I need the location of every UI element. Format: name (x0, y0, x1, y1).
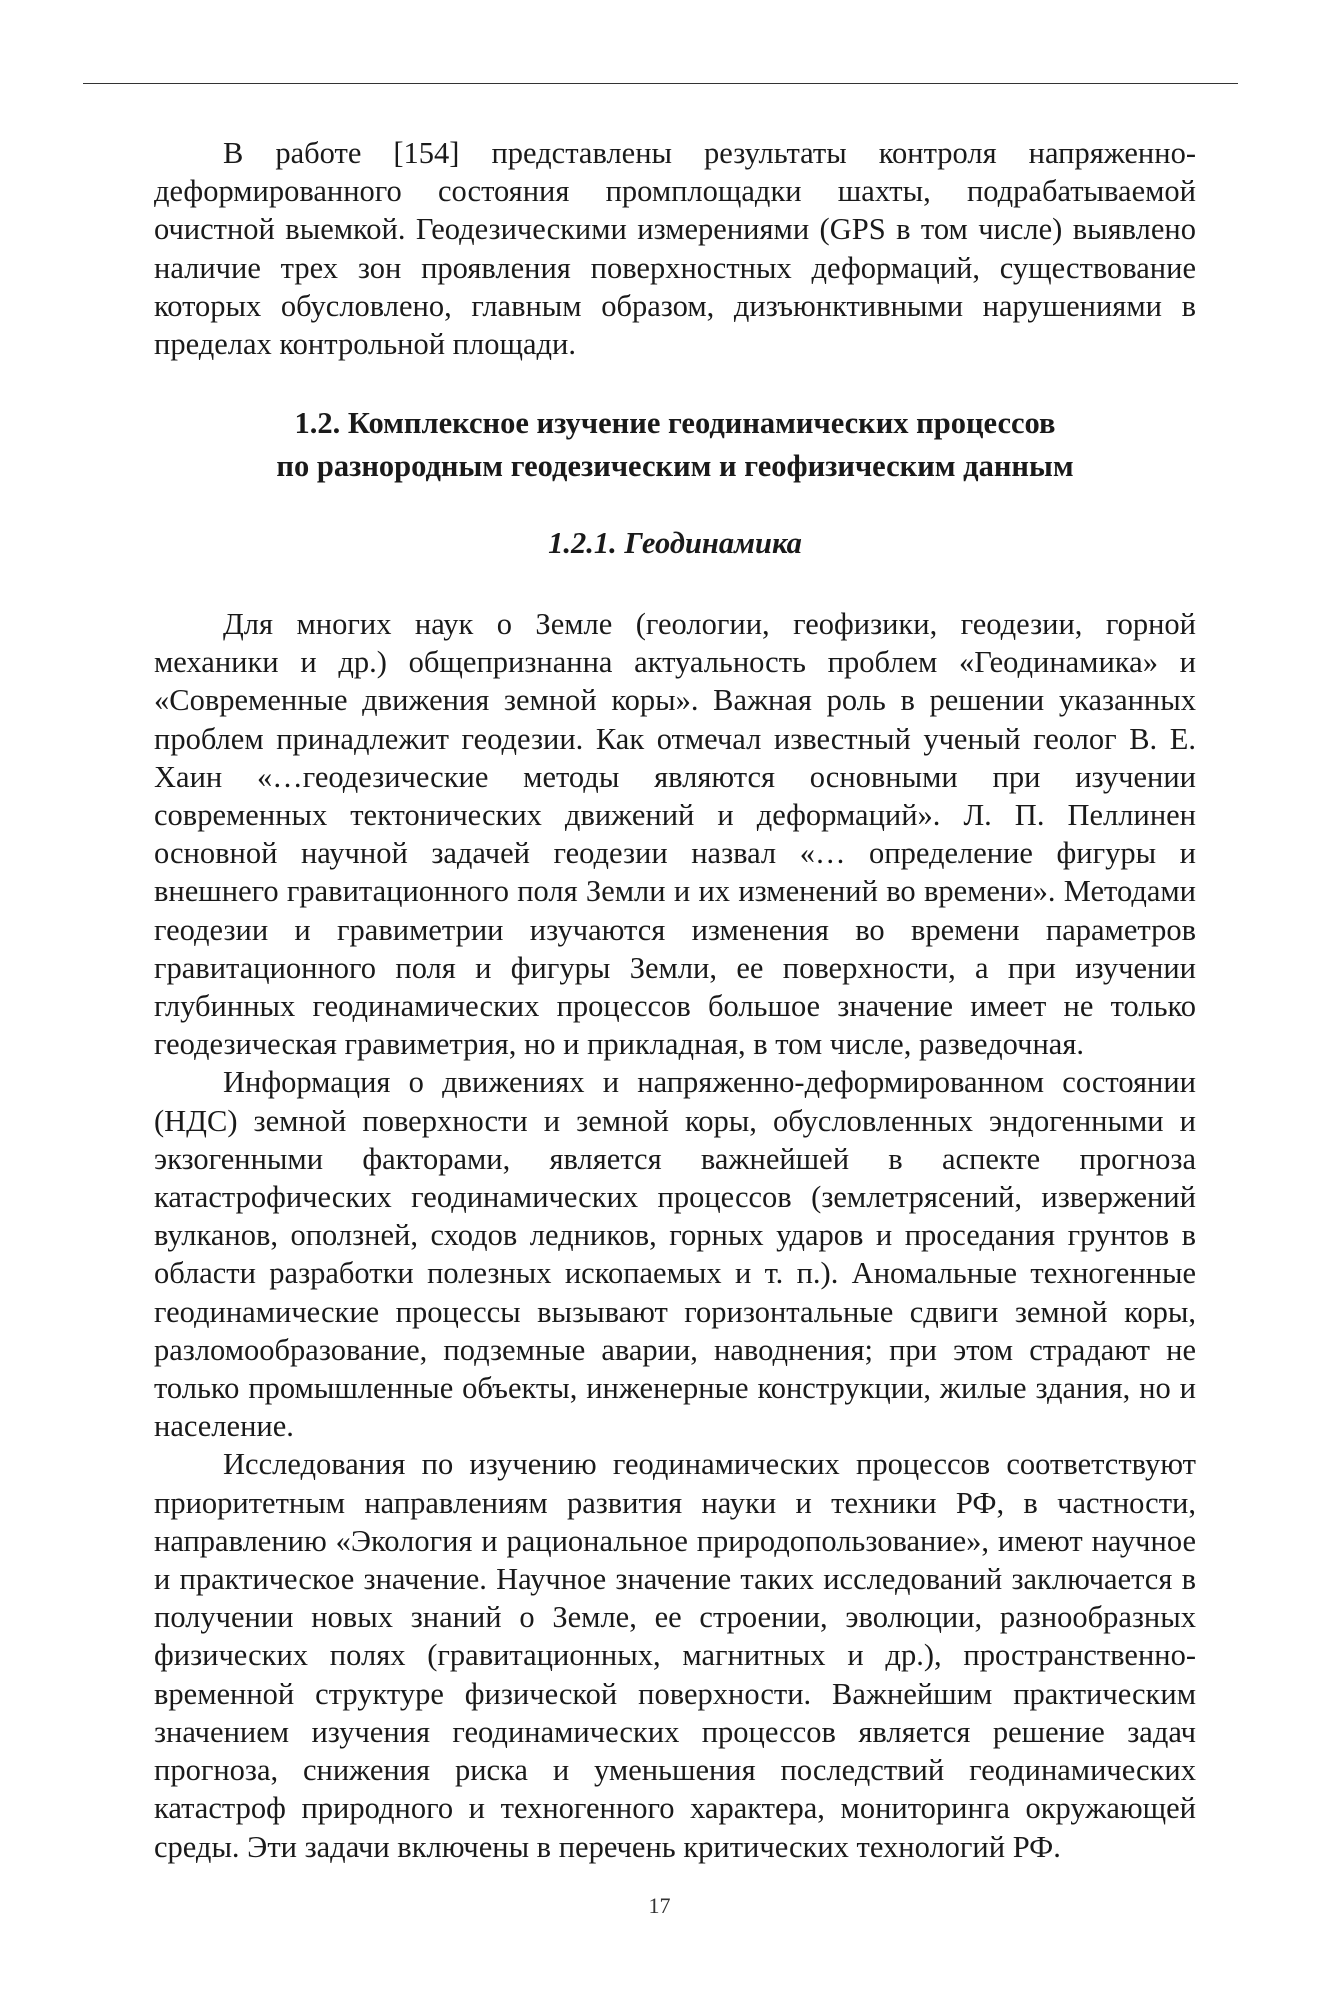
body-paragraph: Исследования по изучению геодинамических процессов соответствуют приоритетным направлениям развития науки и техники РФ, в частности, направлению «Экология и рациональное природопользование», имеют научное и практическое значение. Научное значение таких исследований заключается в получении новых знаний о Земле, ее строении, эволюции, разнообразных физических полях (гравитационных, магнитных и др.), пространственно-временной структуре физической поверхности. Важнейшим практическим значением изучения геодинамических процессов является решение задач прогноза, снижения риска и уменьшения последствий геодинамических катастроф природного и техногенного характера, мониторинга окружающей среды. Эти задачи включены в перечень критических технологий РФ. (154, 1447, 1196, 1864)
body-paragraph: Информация о движениях и напряженно-деформированном состоянии (НДС) земной поверхности и земной коры, обусловленных эндогенными и экзогенными факторами, является важнейшей в аспекте прогноза катастрофических геодинамических процессов (землетрясений, извержений вулканов, оползней, сходов ледников, горных ударов и проседания грунтов в области разработки полезных ископаемых и т. п.). Аномальные техногенные геодинамические процессы вызывают горизонтальные сдвиги земной коры, разломообразование, подземные аварии, наводнения; при этом страдают не только промышленные объекты, инженерные конструкции, жилые здания, но и население. (154, 1065, 1196, 1444)
section-heading-line-1: 1.2. Комплексное изучение геодинамических процессов (294, 406, 1056, 440)
intro-section (154, 134, 1196, 363)
body-text (154, 605, 1196, 1866)
page-number: 17 (648, 1893, 671, 1918)
section-heading (154, 402, 1196, 488)
intro-paragraph: В работе [154] представлены результаты контроля напряженно-деформированного состояния промплощадки шахты, подрабатываемой очистной выемкой. Геодезическими измерениями (GPS в том числе) выявлено наличие трех зон проявления поверхностных деформаций, существование которых обусловлено, главным образом, дизъюнктивными нарушениями в пределах контрольной площади. (154, 136, 1196, 362)
header-rule (83, 83, 1238, 84)
subsection-heading: 1.2.1. Геодинамика (548, 526, 802, 560)
body-paragraph: Для многих наук о Земле (геологии, геофизики, геодезии, горной механики и др.) общепризнанна актуальность проблем «Геодинамика» и «Современные движения земной коры». Важная роль в решении указанных проблем принадлежит геодезии. Как отмечал известный ученый геолог В. Е. Хаин «…геодезические методы являются основными при изучении современных тектонических движений и деформаций». Л. П. Пеллинен основной научной задачей геодезии назвал «… определение фигуры и внешнего гравитационного поля Земли и их изменений во времени». Методами геодезии и гравиметрии изучаются изменения во времени параметров гравитационного поля и фигуры Земли, ее поверхности, а при изучении глубинных геодинамических процессов большое значение имеет не только геодезическая гравиметрия, но и прикладная, в том числе, разведочная. (154, 607, 1196, 1062)
section-heading-line-2: по разнородным геодезическим и геофизическим данным (276, 449, 1074, 483)
